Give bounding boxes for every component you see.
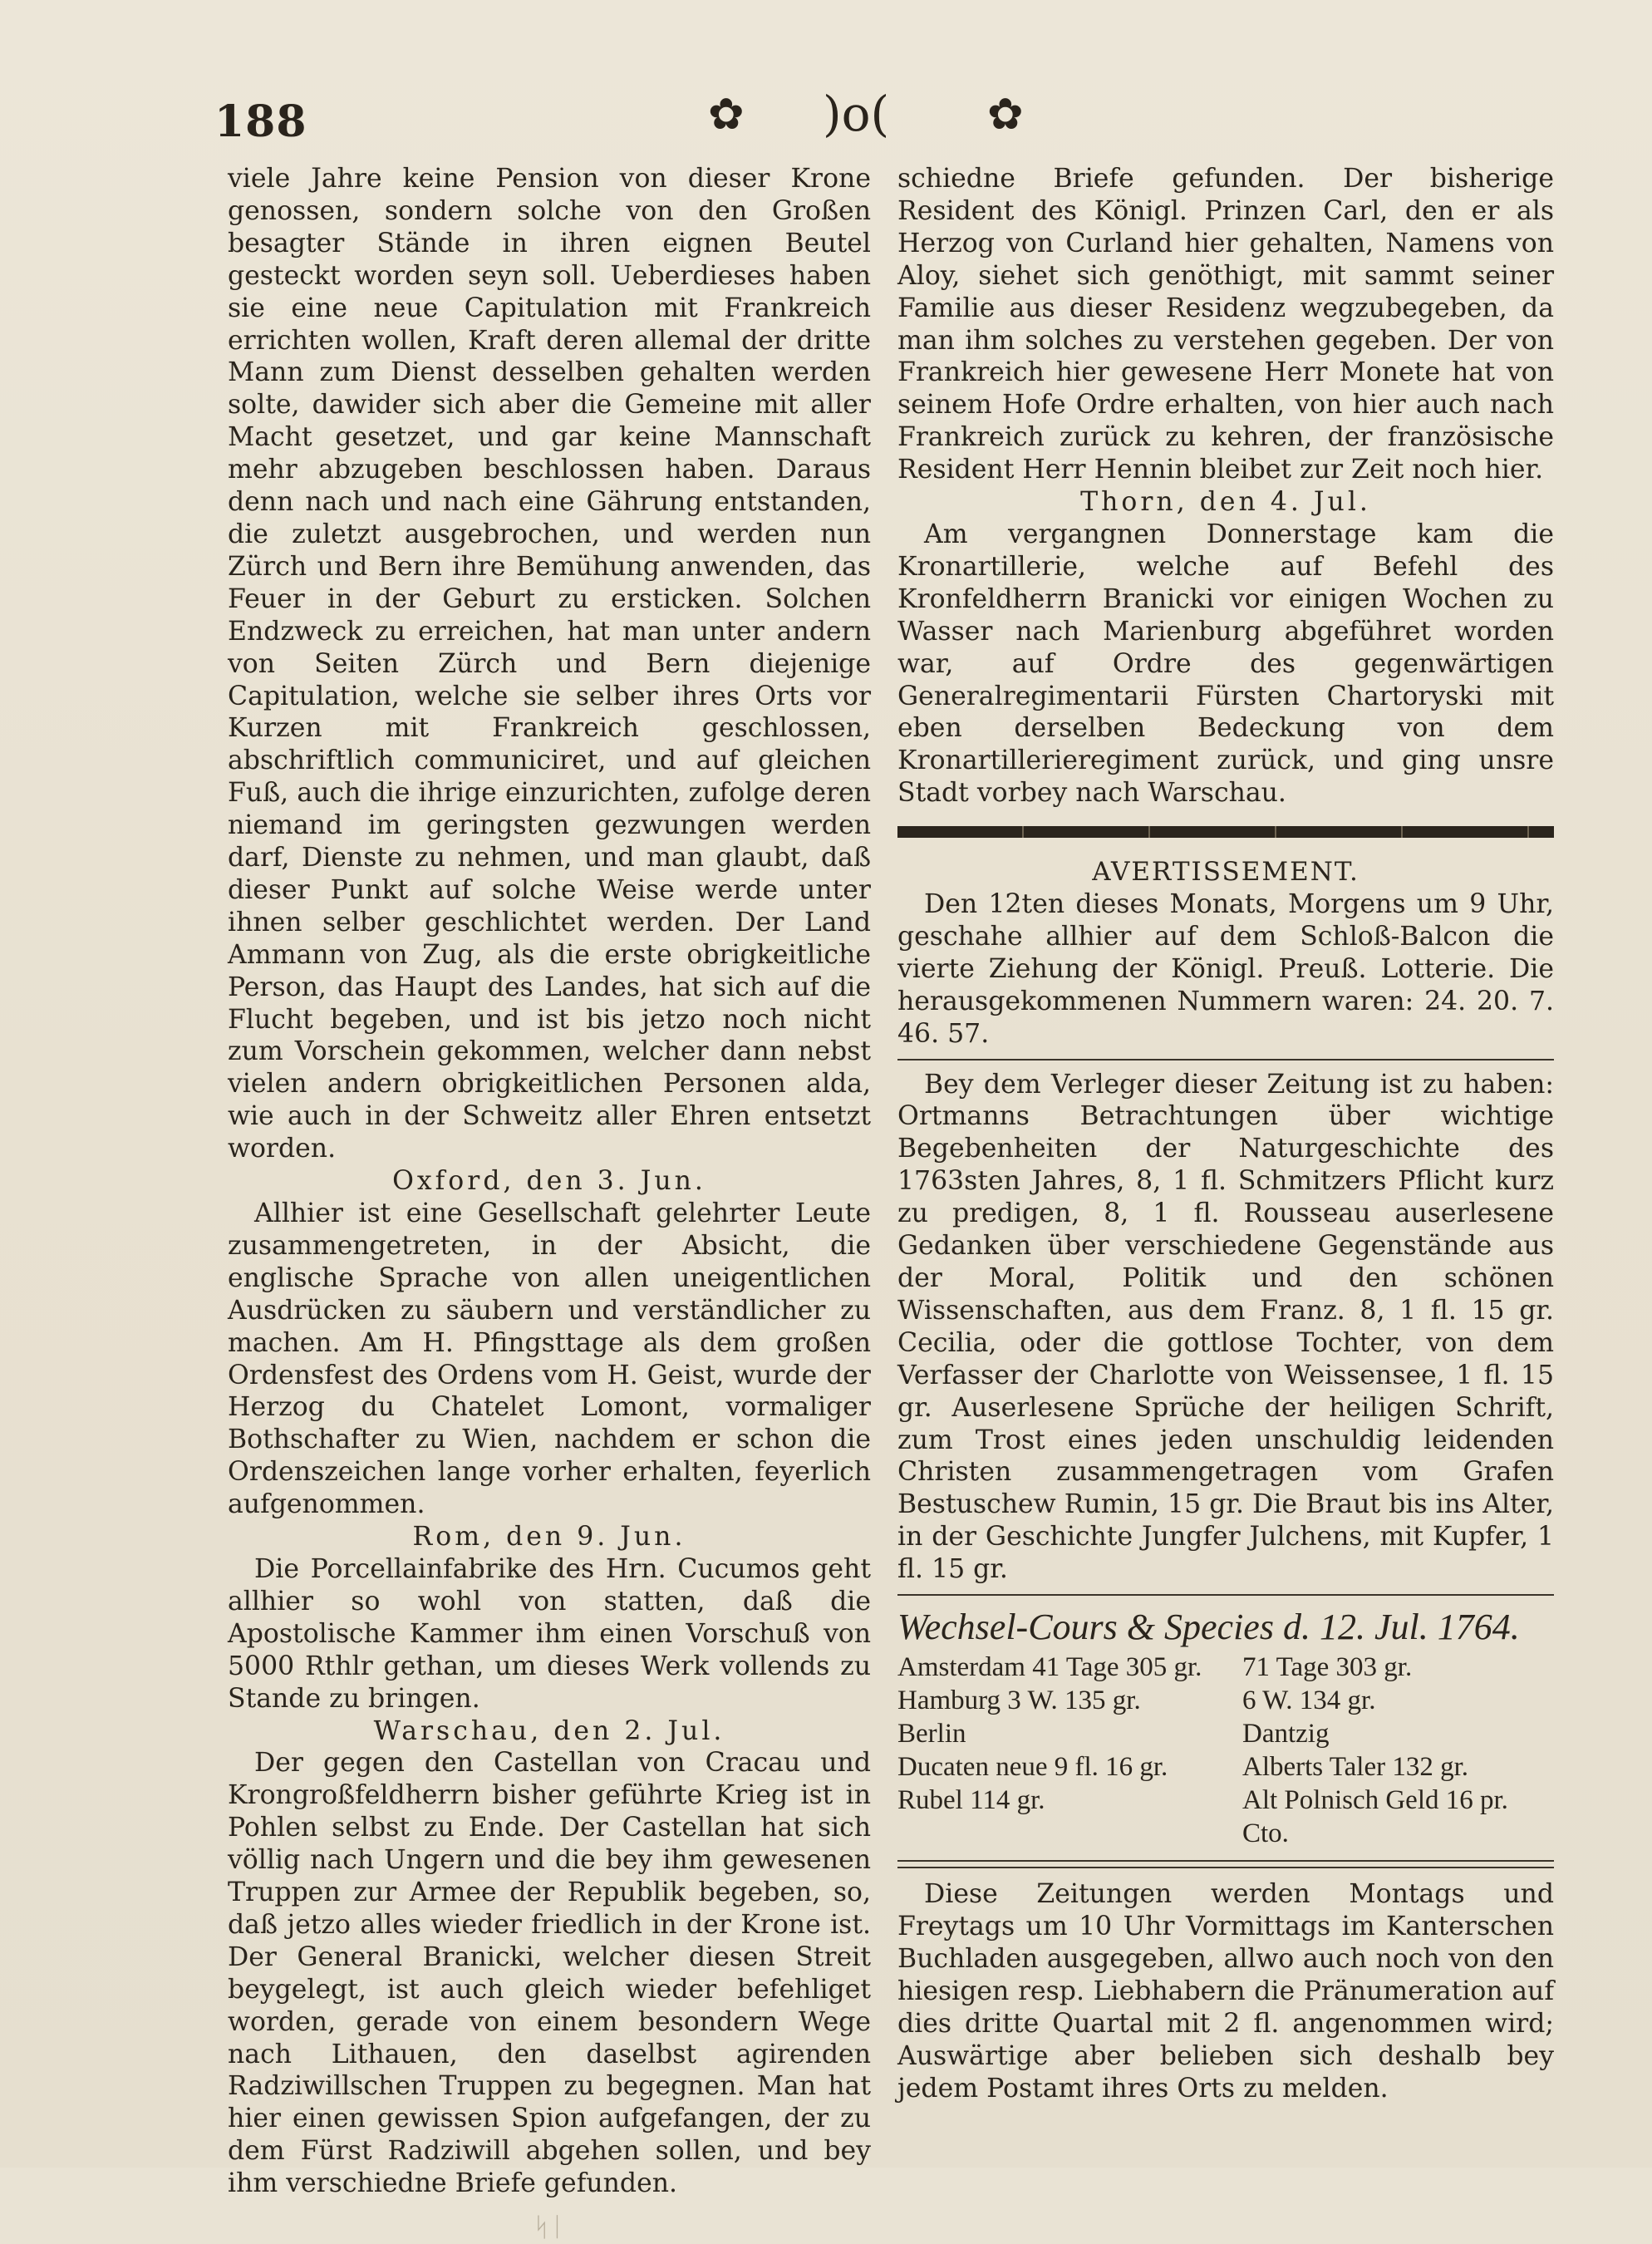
article-paragraph: schiedne Briefe gefunden. Der bisherige Resident des Königl. Prinzen Carl, den er als Herzog von Curland hier gehalten, Namens von Aloy, siehet sich genöthigt, mit sammt seiner Familie aus dieser Residenz wegzubegeben, da man ihm solches zu verstehen gegeben. Der von Frankreich hier gewesene Herr Monete hat von seinem Hofe Ordre erhalten, von hier auch nach Frankreich zurück zu kehren, der französische Resident Herr Hennin bleibet zur Zeit noch hier.	[897, 164, 1554, 485]
rate-cell: Ducaten neue 9 fl. 16 gr.	[897, 1752, 1168, 1783]
dateline: Oxford, den 3. Jun.	[392, 1166, 706, 1197]
avertissement-text: Den 12ten dieses Monats, Morgens um 9 Uhr, geschahe allhier auf dem Schloß-Balcon die vierte Ziehung der Königl. Preuß. Lotterie. Die herausgekommenen Nummern waren: 24. 20. 7. 46. 57.	[897, 889, 1554, 1049]
ornament-center: )o(	[823, 86, 890, 142]
avertissement-title: AVERTISSEMENT.	[1092, 857, 1359, 888]
article-paragraph: Allhier ist eine Gesellschaft gelehrter Leute zusammengetreten, in der Absicht, die englische Sprache von allen uneigentlichen Ausdrücken zu säubern und verständlicher zu machen. Am H. Pfingsttage als dem großen Ordensfest des Ordens vom H. Geist, wurde der Herzog du Chatelet Lomont, vormaliger Bothschafter zu Wien, nachdem er schon die Ordenszeichen lange vorher erhalten, feyerlich aufgenommen.	[228, 1198, 871, 1520]
dateline: Thorn, den 4. Jul.	[1080, 487, 1371, 518]
divider-line	[897, 1059, 1554, 1060]
rate-cell: Alberts Taler 132 gr.	[1242, 1752, 1469, 1783]
rate-cell: Amsterdam 41 Tage 305 gr.	[897, 1652, 1202, 1683]
rate-cell: Rubel 114 gr.	[897, 1785, 1045, 1816]
rate-cell: Alt Polnisch Geld 16 pr. Cto.	[1242, 1785, 1508, 1849]
section-divider	[897, 826, 1554, 838]
article-paragraph: viele Jahre keine Pension von dieser Krone genossen, sondern solche von den Großen besagter Stände in ihren eignen Beutel gesteckt worden seyn soll. Ueberdieses haben sie eine neue Capitulation mit Frankreich errichten wollen, Kraft deren allemal der dritte Mann zum Dienst desselben gehalten werden solte, dawider sich aber die Gemeine mit aller Macht gesetzet, und gar keine Mannschaft mehr abzugeben beschlossen haben. Daraus denn nach und nach eine Gährung entstanden, die zuletzt ausgebrochen, und werden nun Zürch und Bern ihre Bemühung anwenden, das Feuer in der Geburt zu ersticken. Solchen Endzweck zu erreichen, hat man unter andern von Seiten Zürch und Bern diejenige Capitulation, welche sie selber ihres Orts vor Kurzen mit Frankreich geschlossen, abschriftlich communiciret, und auf gleichen Fuß, auch die ihrige einzurichten, zufolge deren niemand im geringsten gezwungen werden darf, Dienste zu nehmen, und man glaubt, daß dieser Punkt auf solche Weise werde unter ihnen selber geschlichtet werden. Der Land Ammann von Zug, als die erste obrigkeitliche Person, das Haupt des Landes, hat sich auf die Flucht begeben, und ist bis jetzo noch nicht zum Vorschein gekommen, welcher dann nebst vielen andern obrigkeitlichen Personen alda, wie auch in der Schweitz aller Ehren entsetzt worden.	[228, 164, 871, 1164]
left-column	[228, 163, 871, 2244]
exchange-rates-table	[897, 1651, 1554, 1850]
divider-line	[897, 1594, 1554, 1596]
page-number: 188	[214, 96, 307, 147]
double-divider-line	[897, 1860, 1554, 1868]
rate-cell: 6 W. 134 gr.	[1242, 1685, 1376, 1716]
article-paragraph: Am vergangnen Donnerstage kam die Kronartillerie, welche auf Befehl des Kronfeldherrn Branicki vor einigen Wochen zu Wasser nach Marienburg abgeführet worden war, auf Ordre des gegenwärtigen Generalregimentarii Fürsten Chartoryski mit eben derselben Bedeckung von dem Kronartillerieregiment zurück, und ging unsre Stadt vorbey nach Warschau.	[897, 519, 1554, 809]
bleed-through-mark: ᛋᛁ	[533, 2212, 565, 2243]
rate-cell: 71 Tage 303 gr.	[1242, 1652, 1413, 1683]
right-column	[897, 163, 1554, 2104]
rate-cell: Dantzig	[1242, 1719, 1330, 1749]
rate-cell: Berlin	[897, 1719, 966, 1749]
publisher-notice: Bey dem Verleger dieser Zeitung ist zu haben: Ortmanns Betrachtungen über wichtige Begebenheiten der Naturgeschichte des 1763sten Jahres, 8, 1 fl. Schmitzers Pflicht kurz zu predigen, 8, 1 fl. Rousseau auserlesene Gedanken über verschiedene Gegenstände aus der Moral, Politik und den schönen Wissenschaften, aus dem Franz. 8, 1 fl. 15 gr. Cecilia, oder die gottlose Tochter, von dem Verfasser der Charlotte von Weissensee, 1 fl. 15 gr. Auserlesene Sprüche der heiligen Schrift, zum Trost eines jeden unschuldig leidenden Christen zusammengetragen vom Grafen Bestuschew Rumin, 15 gr. Die Braut bis ins Alter, in der Geschichte Jungfer Julchens, mit Kupfer, 1 fl. 15 gr.	[897, 1069, 1554, 1585]
ornament-shell-icon: ✿	[708, 90, 745, 140]
article-paragraph: Die Porcellainfabrike des Hrn. Cucumos geht allhier so wohl von statten, daß die Apostolische Kammer ihm einen Vorschuß von 5000 Rthlr gethan, um dieses Werk vollends zu Stande zu bringen.	[228, 1553, 871, 1714]
exchange-rates-title: Wechsel-Cours & Species d. 12. Jul. 1764.	[897, 1607, 1520, 1648]
article-paragraph: Der gegen den Castellan von Cracau und Krongroßfeldherrn bisher geführte Krieg ist in Pohlen selbst zu Ende. Der Castellan hat sich völlig nach Ungern und die bey ihm gewesenen Truppen zur Armee der Republik begeben, so, daß jetzo alles wieder friedlich in der Krone ist. Der General Branicki, welcher diesen Streit beygelegt, ist auch gleich wieder befehliget worden, gerade von einem besondern Wege nach Lithauen, den daselbst agirenden Radziwillschen Truppen zu begegnen. Man hat hier einen gewissen Spion aufgefangen, der zu dem Fürst Radziwill abgehen sollen, und bey ihm verschiedne Briefe gefunden.	[228, 1748, 871, 2199]
dateline: Rom, den 9. Jun.	[412, 1522, 686, 1553]
dateline: Warschau, den 2. Jul.	[373, 1715, 725, 1746]
distribution-notice: Diese Zeitungen werden Montags und Freytags um 10 Uhr Vormittags im Kanterschen Buchladen ausgegeben, allwo auch noch von den hiesigen resp. Liebhabern die Pränumeration auf dies dritte Quartal mit 2 fl. angenommen wird; Auswärtige aber belieben sich deshalb bey jedem Postamt ihres Orts zu melden.	[897, 1879, 1554, 2104]
ornament-shell-icon: ✿	[987, 90, 1024, 140]
rate-cell: Hamburg 3 W. 135 gr.	[897, 1685, 1141, 1716]
